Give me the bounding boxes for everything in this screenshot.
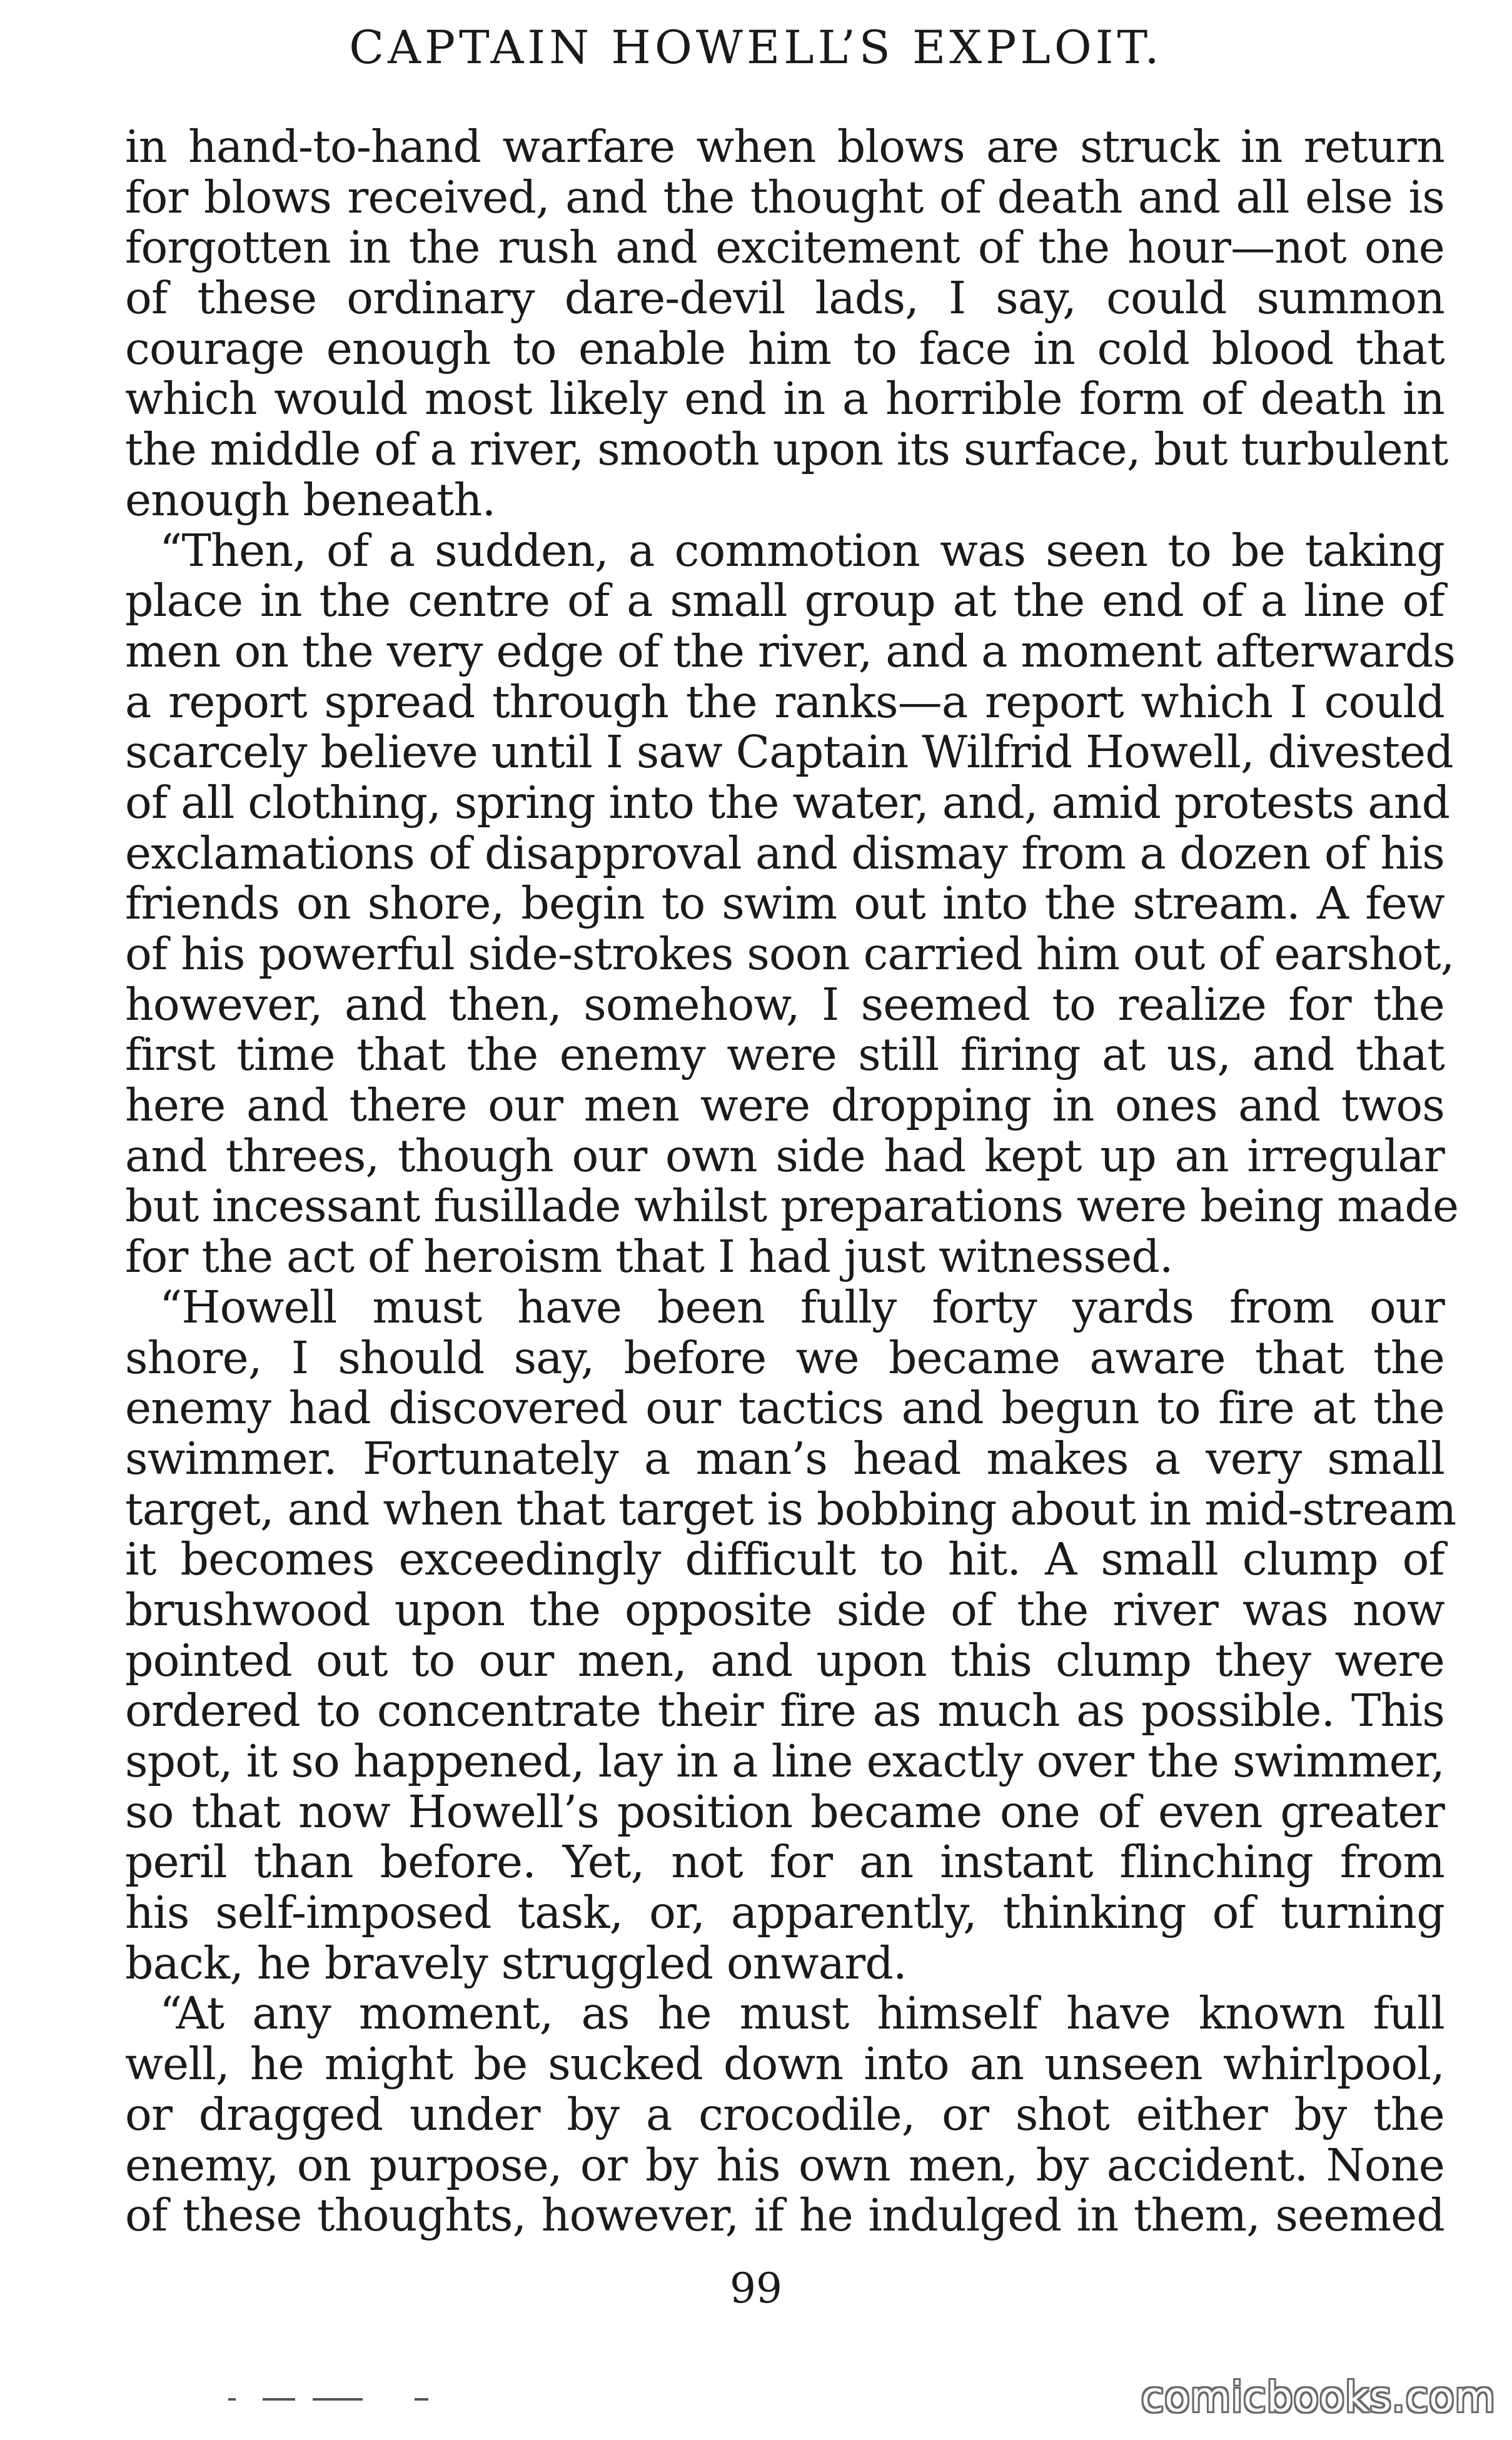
text-line: enemy, on purpose, or by his own men, by accident. None	[125, 2139, 1444, 2191]
text-line: friends on shore, begin to swim out into the stream. A few	[125, 877, 1444, 930]
text-line: pointed out to our men, and upon this clump they were	[125, 1634, 1444, 1686]
text-line: ordered to concentrate their fire as much as possible. This	[125, 1685, 1444, 1737]
text-line: which would most likely end in a horrible form of death in	[125, 373, 1444, 425]
text-line: in hand-to-hand warfare when blows are struck in return	[125, 121, 1444, 173]
text-line: here and there our men were dropping in ones and twos	[125, 1079, 1444, 1132]
text-line: swimmer. Fortunately a man’s head makes a very small	[125, 1432, 1444, 1485]
page-number: 99	[730, 2264, 782, 2312]
text-line: well, he might be sucked down into an unseen whirlpool,	[125, 2038, 1444, 2090]
text-line: and threes, though our own side had kept up an irregular	[125, 1129, 1444, 1182]
text-line: for the act of heroism that I had just witnessed.	[125, 1231, 1173, 1283]
text-line: men on the very edge of the river, and a moment afterwards	[125, 625, 1456, 677]
text-line: exclamations of disapproval and dismay from a dozen of his	[125, 827, 1444, 879]
text-line: it becomes exceedingly difficult to hit. A small clump of	[125, 1533, 1444, 1586]
text-line: his self-imposed task, or, apparently, thinking of turning	[125, 1887, 1444, 1939]
text-line: but incessant fusillade whilst preparations were being made	[125, 1180, 1459, 1233]
text-line: first time that the enemy were still firing at us, and that	[125, 1029, 1444, 1081]
text-line: scarcely believe until I saw Captain Wilfrid Howell, divested	[125, 726, 1453, 779]
text-line: forgotten in the rush and excitement of the hour—not one	[125, 221, 1444, 274]
text-line: for blows received, and the thought of death and all else is	[125, 171, 1444, 223]
text-line: the middle of a river, smooth upon its surface, but turbulent	[125, 423, 1448, 476]
text-line: enemy had discovered our tactics and begun to fire at the	[125, 1382, 1444, 1434]
text-line: place in the centre of a small group at the end of a line of	[125, 575, 1444, 627]
text-line: “Howell must have been fully forty yards from our	[159, 1281, 1444, 1333]
text-line: “At any moment, as he must himself have known full	[159, 1987, 1444, 2040]
text-line: shore, I should say, before we became aware that the	[125, 1331, 1444, 1384]
text-line: target, and when that target is bobbing about in mid-stream	[125, 1483, 1456, 1535]
text-line: brushwood upon the opposite side of the river was now	[125, 1583, 1444, 1636]
text-line: peril than before. Yet, not for an instant flinching from	[125, 1836, 1444, 1888]
text-line: however, and then, somehow, I seemed to realize for the	[125, 978, 1444, 1031]
text-line: courage enough to enable him to face in cold blood that	[125, 322, 1444, 375]
watermark-logo: comicbooks.com	[1141, 2373, 1496, 2421]
text-line: back, he bravely struggled onward.	[125, 1937, 907, 1989]
text-line: of these ordinary dare-devil lads, I say, could summon	[125, 272, 1444, 325]
running-head: CAPTAIN HOWELL’S EXPLOIT.	[349, 21, 1163, 74]
text-line: of his powerful side-strokes soon carried him out of earshot,	[125, 928, 1454, 980]
text-line: spot, it so happened, lay in a line exactly over the swimmer,	[125, 1735, 1444, 1787]
text-line: so that now Howell’s position became one of even greater	[125, 1785, 1444, 1838]
text-line: of these thoughts, however, if he indulged in them, seemed	[125, 2189, 1444, 2242]
text-line: enough beneath.	[125, 473, 496, 526]
body-text	[125, 121, 1459, 2242]
text-line: a report spread through the ranks—a report which I could	[125, 675, 1444, 728]
text-line: “Then, of a sudden, a commotion was seen to be taking	[159, 524, 1444, 577]
text-line: of all clothing, spring into the water, and, amid protests and	[125, 776, 1450, 829]
text-line: or dragged under by a crocodile, or shot either by the	[125, 2088, 1444, 2140]
